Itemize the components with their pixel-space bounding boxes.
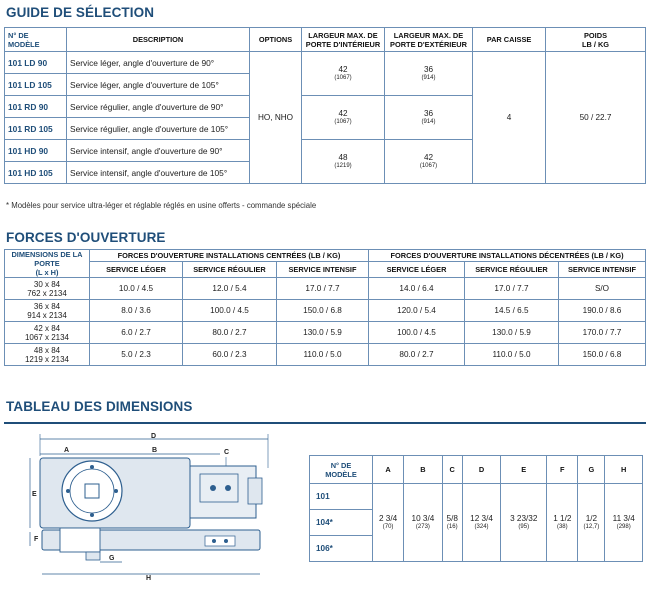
description-cell: Service léger, angle d'ouverture de 90° — [67, 52, 250, 74]
dimensions-title: TABLEAU DES DIMENSIONS — [6, 399, 193, 414]
force-cell: 100.0 / 4.5 — [369, 322, 465, 344]
force-cell: 12.0 / 5.4 — [183, 278, 277, 300]
force-cell: 17.0 / 7.7 — [277, 278, 369, 300]
per-box-cell: 4 — [473, 52, 546, 184]
header-heavy: SERVICE INTENSIF — [277, 262, 369, 278]
forces-table — [4, 249, 646, 366]
dim-cell-a: 2 3/4 (70) — [373, 484, 404, 562]
dim-cell-d: 12 3/4 (324) — [462, 484, 501, 562]
dim-cell-f: 1 1/2 (38) — [547, 484, 578, 562]
closer-drawing — [0, 428, 300, 586]
int-width-cell: 42 (1067) — [302, 96, 385, 140]
table-row — [5, 52, 646, 74]
header-heavy: SERVICE INTENSIF — [559, 262, 646, 278]
label-a: A — [64, 447, 70, 454]
table-row — [5, 344, 646, 366]
header-col-e: E — [501, 456, 547, 484]
header-col-d: D — [462, 456, 501, 484]
label-c: C — [224, 449, 230, 456]
force-cell: 17.0 / 7.7 — [465, 278, 559, 300]
ext-width-cell: 42 (1067) — [385, 140, 473, 184]
description-cell: Service intensif, angle d'ouverture de 105° — [67, 162, 250, 184]
table-row — [5, 278, 646, 300]
force-cell: 80.0 / 2.7 — [183, 322, 277, 344]
label-e: E — [32, 491, 37, 498]
force-cell: 150.0 / 6.8 — [559, 344, 646, 366]
model-cell: 101 — [310, 484, 373, 510]
table-row — [310, 484, 643, 510]
dim-cell-g: 1/2 (12,7) — [578, 484, 605, 562]
header-col-g: G — [578, 456, 605, 484]
table-row — [5, 322, 646, 344]
options-cell: HO, NHO — [250, 52, 302, 184]
force-cell: 6.0 / 2.7 — [90, 322, 183, 344]
force-cell: 120.0 / 5.4 — [369, 300, 465, 322]
weight-cell: 50 / 22.7 — [546, 52, 646, 184]
ext-width-cell: 36 (914) — [385, 96, 473, 140]
ext-width-cell: 36 (914) — [385, 52, 473, 96]
header-options: OPTIONS — [250, 28, 302, 52]
model-cell: 101 LD 90 — [5, 52, 67, 74]
header-col-c: C — [442, 456, 462, 484]
model-cell: 101 HD 90 — [5, 140, 67, 162]
header-int-width: LARGEUR MAX. DE PORTE D'INTÉRIEUR — [302, 28, 385, 52]
force-cell: 190.0 / 8.6 — [559, 300, 646, 322]
header-centered: FORCES D'OUVERTURE INSTALLATIONS CENTRÉES (LB / KG) — [90, 250, 369, 262]
force-cell: 60.0 / 2.3 — [183, 344, 277, 366]
header-description: DESCRIPTION — [67, 28, 250, 52]
dim-cell-b: 10 3/4 (273) — [404, 484, 443, 562]
header-offset: FORCES D'OUVERTURE INSTALLATIONS DÉCENTRÉES (LB / KG) — [369, 250, 646, 262]
label-f: F — [34, 536, 39, 543]
model-cell: 104* — [310, 510, 373, 536]
force-cell: 170.0 / 7.7 — [559, 322, 646, 344]
force-cell: 8.0 / 3.6 — [90, 300, 183, 322]
header-door-size: DIMENSIONS DE LA PORTE (L x H) — [5, 250, 90, 278]
header-col-h: H — [605, 456, 643, 484]
door-size-cell: 36 x 84 914 x 2134 — [5, 300, 90, 322]
header-regular: SERVICE RÉGULIER — [183, 262, 277, 278]
force-cell: 14.0 / 6.4 — [369, 278, 465, 300]
int-width-cell: 42 (1067) — [302, 52, 385, 96]
door-size-cell: 42 x 84 1067 x 2134 — [5, 322, 90, 344]
force-cell: 5.0 / 2.3 — [90, 344, 183, 366]
force-cell: 14.5 / 6.5 — [465, 300, 559, 322]
dim-cell-h: 11 3/4 (298) — [605, 484, 643, 562]
selection-note: * Modèles pour service ultra-léger et réglable réglés en usine offerts - commande spéciale — [6, 201, 317, 210]
force-cell: 110.0 / 5.0 — [465, 344, 559, 366]
selection-title: GUIDE DE SÉLECTION — [6, 5, 155, 20]
header-col-b: B — [404, 456, 443, 484]
model-cell: 101 HD 105 — [5, 162, 67, 184]
dim-cell-e: 3 23/32 (95) — [501, 484, 547, 562]
header-model: N° DE MODÈLE — [5, 28, 67, 52]
force-cell: 110.0 / 5.0 — [277, 344, 369, 366]
header-weight: POIDS LB / KG — [546, 28, 646, 52]
selection-table — [4, 27, 646, 184]
dimensions-table — [309, 455, 643, 562]
model-cell: 101 LD 105 — [5, 74, 67, 96]
header-per-box: PAR CAISSE — [473, 28, 546, 52]
dim-cell-c: 5/8 (16) — [442, 484, 462, 562]
label-h: H — [146, 575, 152, 582]
description-cell: Service régulier, angle d'ouverture de 105° — [67, 118, 250, 140]
force-cell: 130.0 / 5.9 — [465, 322, 559, 344]
table-row — [5, 300, 646, 322]
label-d: D — [151, 433, 157, 440]
description-cell: Service régulier, angle d'ouverture de 90° — [67, 96, 250, 118]
label-b: B — [152, 447, 158, 454]
forces-title: FORCES D'OUVERTURE — [6, 230, 166, 245]
header-light: SERVICE LÉGER — [369, 262, 465, 278]
label-g: G — [109, 555, 115, 562]
door-size-cell: 30 x 84 762 x 2134 — [5, 278, 90, 300]
description-cell: Service intensif, angle d'ouverture de 90° — [67, 140, 250, 162]
header-ext-width: LARGEUR MAX. DE PORTE D'EXTÉRIEUR — [385, 28, 473, 52]
force-cell: 80.0 / 2.7 — [369, 344, 465, 366]
force-cell: 130.0 / 5.9 — [277, 322, 369, 344]
force-cell: 100.0 / 4.5 — [183, 300, 277, 322]
description-cell: Service léger, angle d'ouverture de 105° — [67, 74, 250, 96]
door-size-cell: 48 x 84 1219 x 2134 — [5, 344, 90, 366]
force-cell: S/O — [559, 278, 646, 300]
header-col-a: A — [373, 456, 404, 484]
header-light: SERVICE LÉGER — [90, 262, 183, 278]
force-cell: 10.0 / 4.5 — [90, 278, 183, 300]
header-col-f: F — [547, 456, 578, 484]
header-regular: SERVICE RÉGULIER — [465, 262, 559, 278]
model-cell: 101 RD 105 — [5, 118, 67, 140]
model-cell: 106* — [310, 536, 373, 562]
int-width-cell: 48 (1219) — [302, 140, 385, 184]
model-cell: 101 RD 90 — [5, 96, 67, 118]
section-rule — [4, 422, 646, 424]
force-cell: 150.0 / 6.8 — [277, 300, 369, 322]
header-model: N° DE MODÈLE — [310, 456, 373, 484]
